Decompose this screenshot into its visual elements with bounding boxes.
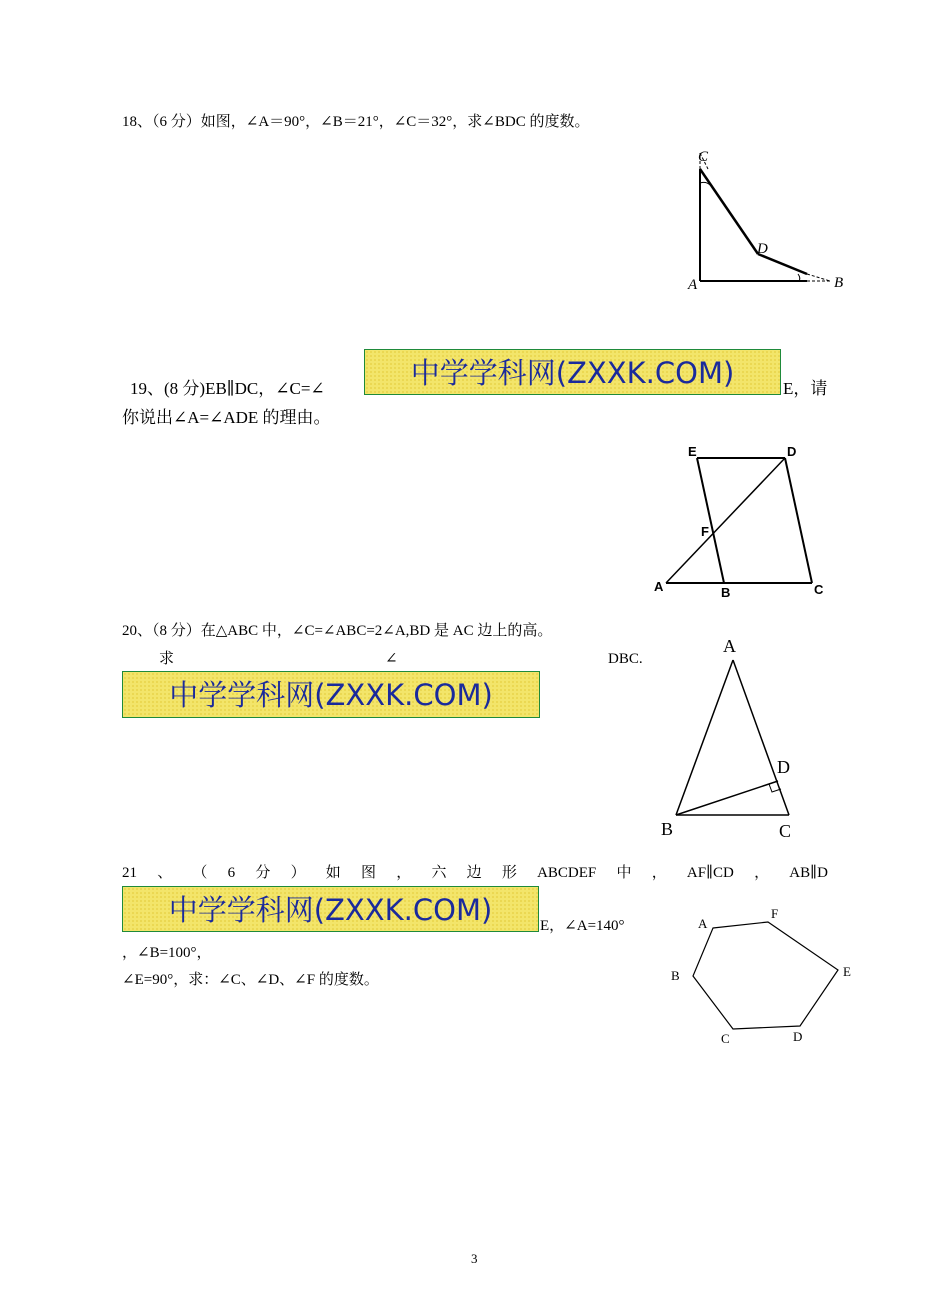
- q19-line2: 你说出∠A=∠ADE 的理由。: [122, 408, 331, 427]
- q19-label-c: C: [814, 582, 824, 597]
- q21-token: 边: [466, 865, 482, 881]
- q21-line2-end: E，∠A=140°: [540, 918, 625, 934]
- q21-token: ）: [290, 865, 306, 881]
- q19-figure: [650, 438, 835, 603]
- q21-line3: ，∠B=100°，: [122, 945, 212, 961]
- q20-label-c: C: [779, 821, 792, 841]
- q21-label-a: A: [698, 916, 708, 931]
- q20-line2-a: 求: [159, 651, 175, 667]
- q20-label-d: D: [777, 757, 790, 777]
- q21-label-b: B: [671, 968, 680, 983]
- q21-token: AB∥D: [789, 865, 828, 881]
- q20-label-a: A: [723, 636, 736, 656]
- watermark-banner-1: [364, 349, 781, 395]
- q21-token: 如: [325, 865, 341, 881]
- q21-token: （: [192, 865, 208, 881]
- q18-label-b: B: [834, 275, 844, 291]
- q19-label-d: D: [787, 444, 797, 459]
- q21-label-f: F: [771, 906, 779, 921]
- q20-line2-b: ∠: [385, 651, 398, 667]
- q19-label-f: F: [701, 524, 709, 539]
- q21-token: ，: [651, 865, 667, 881]
- q19-label-b: B: [721, 585, 731, 600]
- q21-token: 中: [616, 865, 632, 881]
- q21-token: 图: [361, 865, 377, 881]
- q21-token: ，: [396, 865, 412, 881]
- q19-line1-end: E，请: [783, 379, 828, 398]
- q18-figure: [680, 143, 850, 298]
- q21-token: 分: [255, 865, 271, 881]
- q19-line1-start: 19、(8 分)EB∥DC，∠C=∠: [130, 379, 325, 398]
- q21-line4: ∠E=90°，求：∠C、∠D、∠F 的度数。: [122, 972, 379, 988]
- q21-label-c: C: [721, 1031, 730, 1046]
- q21-token: ABCDEF: [537, 865, 597, 881]
- q21-figure: [660, 900, 860, 1050]
- q18-label-d: D: [757, 241, 768, 257]
- q18-label-c: C: [698, 149, 709, 165]
- q21-line1: [122, 864, 828, 882]
- q21-token: ，: [754, 865, 770, 881]
- q18-label-a: A: [688, 277, 698, 293]
- q20-line2-c: DBC.: [608, 651, 643, 667]
- watermark-banner-2: [122, 671, 540, 718]
- q21-token: 六: [431, 865, 447, 881]
- q19-label-e: E: [688, 444, 697, 459]
- q21-token: 21: [122, 865, 137, 881]
- q21-token: 6: [227, 865, 236, 881]
- q19-label-a: A: [654, 579, 664, 594]
- page-number: 3: [471, 1251, 478, 1266]
- watermark-text: 中学学科网(ZXXK.COM): [169, 678, 493, 712]
- q18-text: 18、（6 分）如图，∠A＝90°，∠B＝21°，∠C＝32°，求∠BDC 的度数。: [122, 114, 590, 130]
- q20-label-b: B: [661, 819, 674, 839]
- q21-token: 、: [157, 865, 173, 881]
- q21-token: AF∥CD: [686, 865, 734, 881]
- q21-label-e: E: [843, 964, 851, 979]
- watermark-text: 中学学科网(ZXXK.COM): [168, 893, 493, 927]
- watermark-banner-3: [122, 886, 539, 932]
- q21-token: 形: [501, 865, 517, 881]
- q21-label-d: D: [793, 1029, 803, 1044]
- q20-figure: [655, 630, 805, 845]
- watermark-text: 中学学科网(ZXXK.COM): [410, 356, 735, 390]
- q20-line1: 20、（8 分）在△ABC 中，∠C=∠ABC=2∠A,BD 是 AC 边上的高。: [122, 623, 553, 639]
